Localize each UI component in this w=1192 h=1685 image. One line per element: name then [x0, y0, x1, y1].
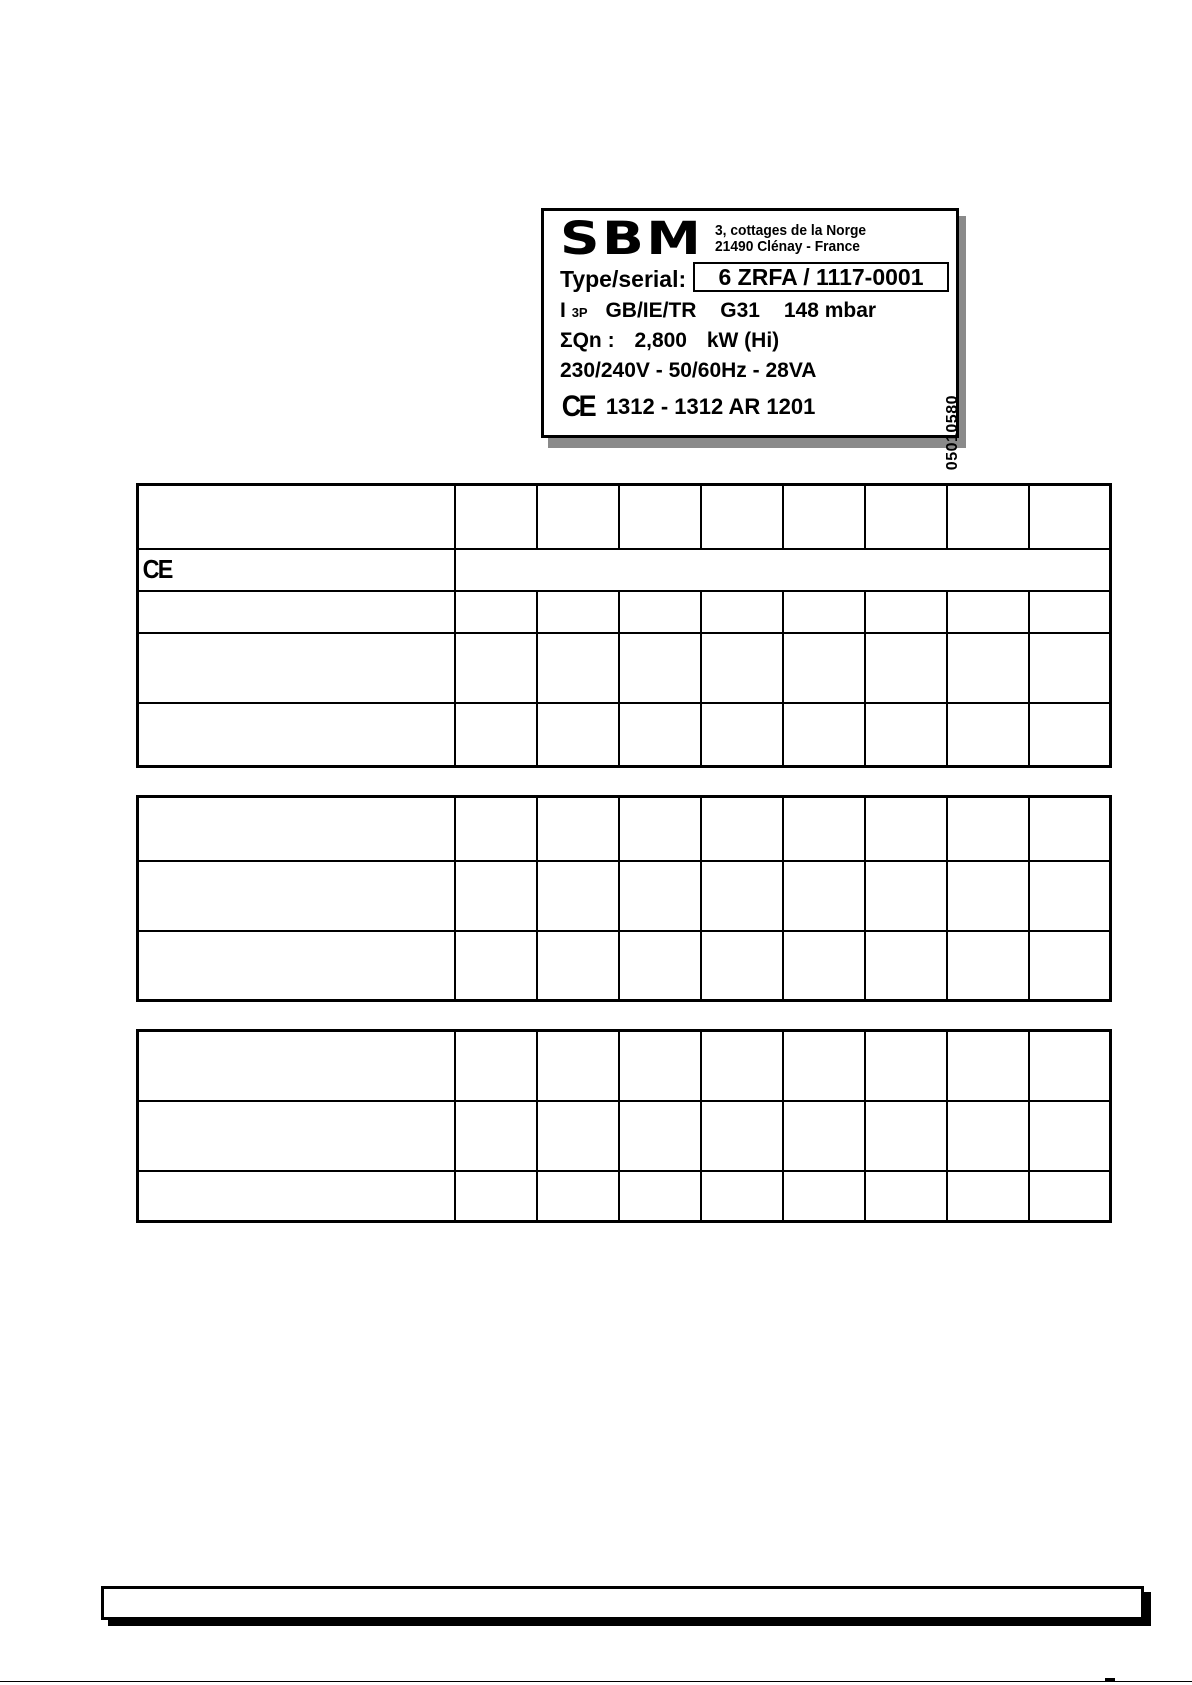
table-cell [455, 1101, 537, 1171]
table-cell [701, 931, 783, 1001]
gas-category: I [560, 299, 566, 322]
gas-type: G31 [720, 299, 760, 322]
table-cell [138, 1101, 455, 1171]
table-cell [619, 485, 701, 549]
table-cell [947, 797, 1029, 861]
table-cell [865, 861, 947, 931]
table-row [138, 1171, 1111, 1222]
table-row [138, 931, 1111, 1001]
gas-pressure: 148 mbar [783, 299, 877, 322]
spec-table-1 [136, 483, 1112, 768]
table-row [138, 861, 1111, 931]
table-row [138, 591, 1111, 633]
table-cell [619, 703, 701, 767]
table-cell [455, 1171, 537, 1222]
table-cell [455, 633, 537, 703]
electrical-spec: 230/240V - 50/60Hz - 28VA [560, 359, 817, 382]
table-cell [1029, 703, 1111, 767]
table-row [138, 485, 1111, 549]
table-cell [537, 633, 619, 703]
table-cell [947, 1031, 1029, 1101]
table-cell [455, 591, 537, 633]
table-cell [947, 633, 1029, 703]
table-cell [1029, 861, 1111, 931]
table-cell [455, 931, 537, 1001]
table-cell [537, 931, 619, 1001]
table-cell [783, 1171, 865, 1222]
table-cell [865, 591, 947, 633]
table-cell [138, 633, 455, 703]
type-serial-label: Type/serial: [560, 266, 687, 292]
table-cell [865, 1171, 947, 1222]
table-cell [537, 861, 619, 931]
table-cell [455, 861, 537, 931]
table-cell [947, 931, 1029, 1001]
footer-bar [101, 1586, 1144, 1620]
rating-plate [541, 208, 961, 471]
manufacturer-address [715, 223, 866, 255]
table-cell [537, 1101, 619, 1171]
address-line-2: 21490 Clénay - France [715, 238, 860, 255]
power-value: 2,800 [634, 329, 687, 352]
table-row [138, 1101, 1111, 1171]
table-cell [1029, 485, 1111, 549]
address-line-1: 3, cottages de la Norge [715, 222, 867, 239]
table-cell [783, 485, 865, 549]
table-cell [619, 1101, 701, 1171]
table-cell [619, 797, 701, 861]
table-cell [865, 1101, 947, 1171]
table-cell [138, 703, 455, 767]
bottom-rule [0, 1681, 1192, 1682]
gas-countries: GB/IE/TR [605, 299, 697, 322]
sbm-logo: SBM [560, 212, 704, 265]
table-cell [783, 861, 865, 931]
plate-code: 05010580 [944, 395, 961, 471]
table-cell [619, 591, 701, 633]
table-cell [1029, 633, 1111, 703]
table-row [138, 1031, 1111, 1101]
table-cell [865, 703, 947, 767]
table-cell [537, 797, 619, 861]
table-cell [138, 797, 455, 861]
table-cell [701, 1171, 783, 1222]
table-cell [947, 1101, 1029, 1171]
table-cell [947, 703, 1029, 767]
table-cell [537, 703, 619, 767]
table-cell [619, 633, 701, 703]
table-cell [701, 633, 783, 703]
table-cell [537, 485, 619, 549]
ce-mark-icon: CE [561, 390, 594, 423]
table-cell [865, 797, 947, 861]
table-cell [947, 485, 1029, 549]
table-cell [619, 861, 701, 931]
table-cell [1029, 1171, 1111, 1222]
table-cell [701, 591, 783, 633]
table-cell [865, 485, 947, 549]
table-cell [865, 1031, 947, 1101]
table-cell [455, 797, 537, 861]
table-cell [1029, 931, 1111, 1001]
table-cell [947, 591, 1029, 633]
table-cell [455, 485, 537, 549]
table-cell [455, 703, 537, 767]
gas-line [560, 299, 876, 323]
table-cell [1029, 1101, 1111, 1171]
table-cell [701, 703, 783, 767]
table-cell [865, 633, 947, 703]
power-label: ΣQn : [560, 329, 615, 352]
table-cell [1029, 591, 1111, 633]
gas-category-sub: 3P [571, 305, 588, 320]
table-cell [783, 797, 865, 861]
spec-table-3 [136, 1029, 1112, 1223]
table-cell [865, 931, 947, 1001]
type-serial-value: 6 ZRFA / 1117-0001 [693, 262, 949, 292]
table-cell [947, 861, 1029, 931]
table-cell [1029, 797, 1111, 861]
table-cell [138, 861, 455, 931]
table-cell [701, 1031, 783, 1101]
table-cell [455, 1031, 537, 1101]
table-cell [701, 485, 783, 549]
table-cell [619, 931, 701, 1001]
table-row [138, 703, 1111, 767]
table-cell [138, 591, 455, 633]
table-cell [1029, 1031, 1111, 1101]
table-cell [783, 1101, 865, 1171]
table-cell [619, 1031, 701, 1101]
table-cell [537, 1031, 619, 1101]
ce-mark-icon: CE [142, 554, 172, 584]
power-line [560, 329, 779, 353]
table-cell [619, 1171, 701, 1222]
table-cell [701, 797, 783, 861]
power-unit: kW (Hi) [706, 329, 780, 352]
table-cell [138, 549, 455, 591]
certification-line [560, 390, 815, 424]
table-cell [947, 1171, 1029, 1222]
table-cell [783, 591, 865, 633]
table-row [138, 633, 1111, 703]
table-cell [537, 591, 619, 633]
table-cell [701, 861, 783, 931]
table-cell [783, 633, 865, 703]
page-mark [1105, 1678, 1115, 1682]
table-cell [701, 1101, 783, 1171]
table-cell [138, 485, 455, 549]
table-cell [537, 1171, 619, 1222]
table-cell [783, 1031, 865, 1101]
certification-number: 1312 - 1312 AR 1201 [605, 394, 816, 419]
table-cell [138, 1031, 455, 1101]
table-cell [783, 703, 865, 767]
table-cell [455, 549, 1111, 591]
spec-table-2 [136, 795, 1112, 1002]
table-cell [783, 931, 865, 1001]
table-row [138, 549, 1111, 591]
table-cell [138, 931, 455, 1001]
table-row [138, 797, 1111, 861]
table-cell [138, 1171, 455, 1222]
